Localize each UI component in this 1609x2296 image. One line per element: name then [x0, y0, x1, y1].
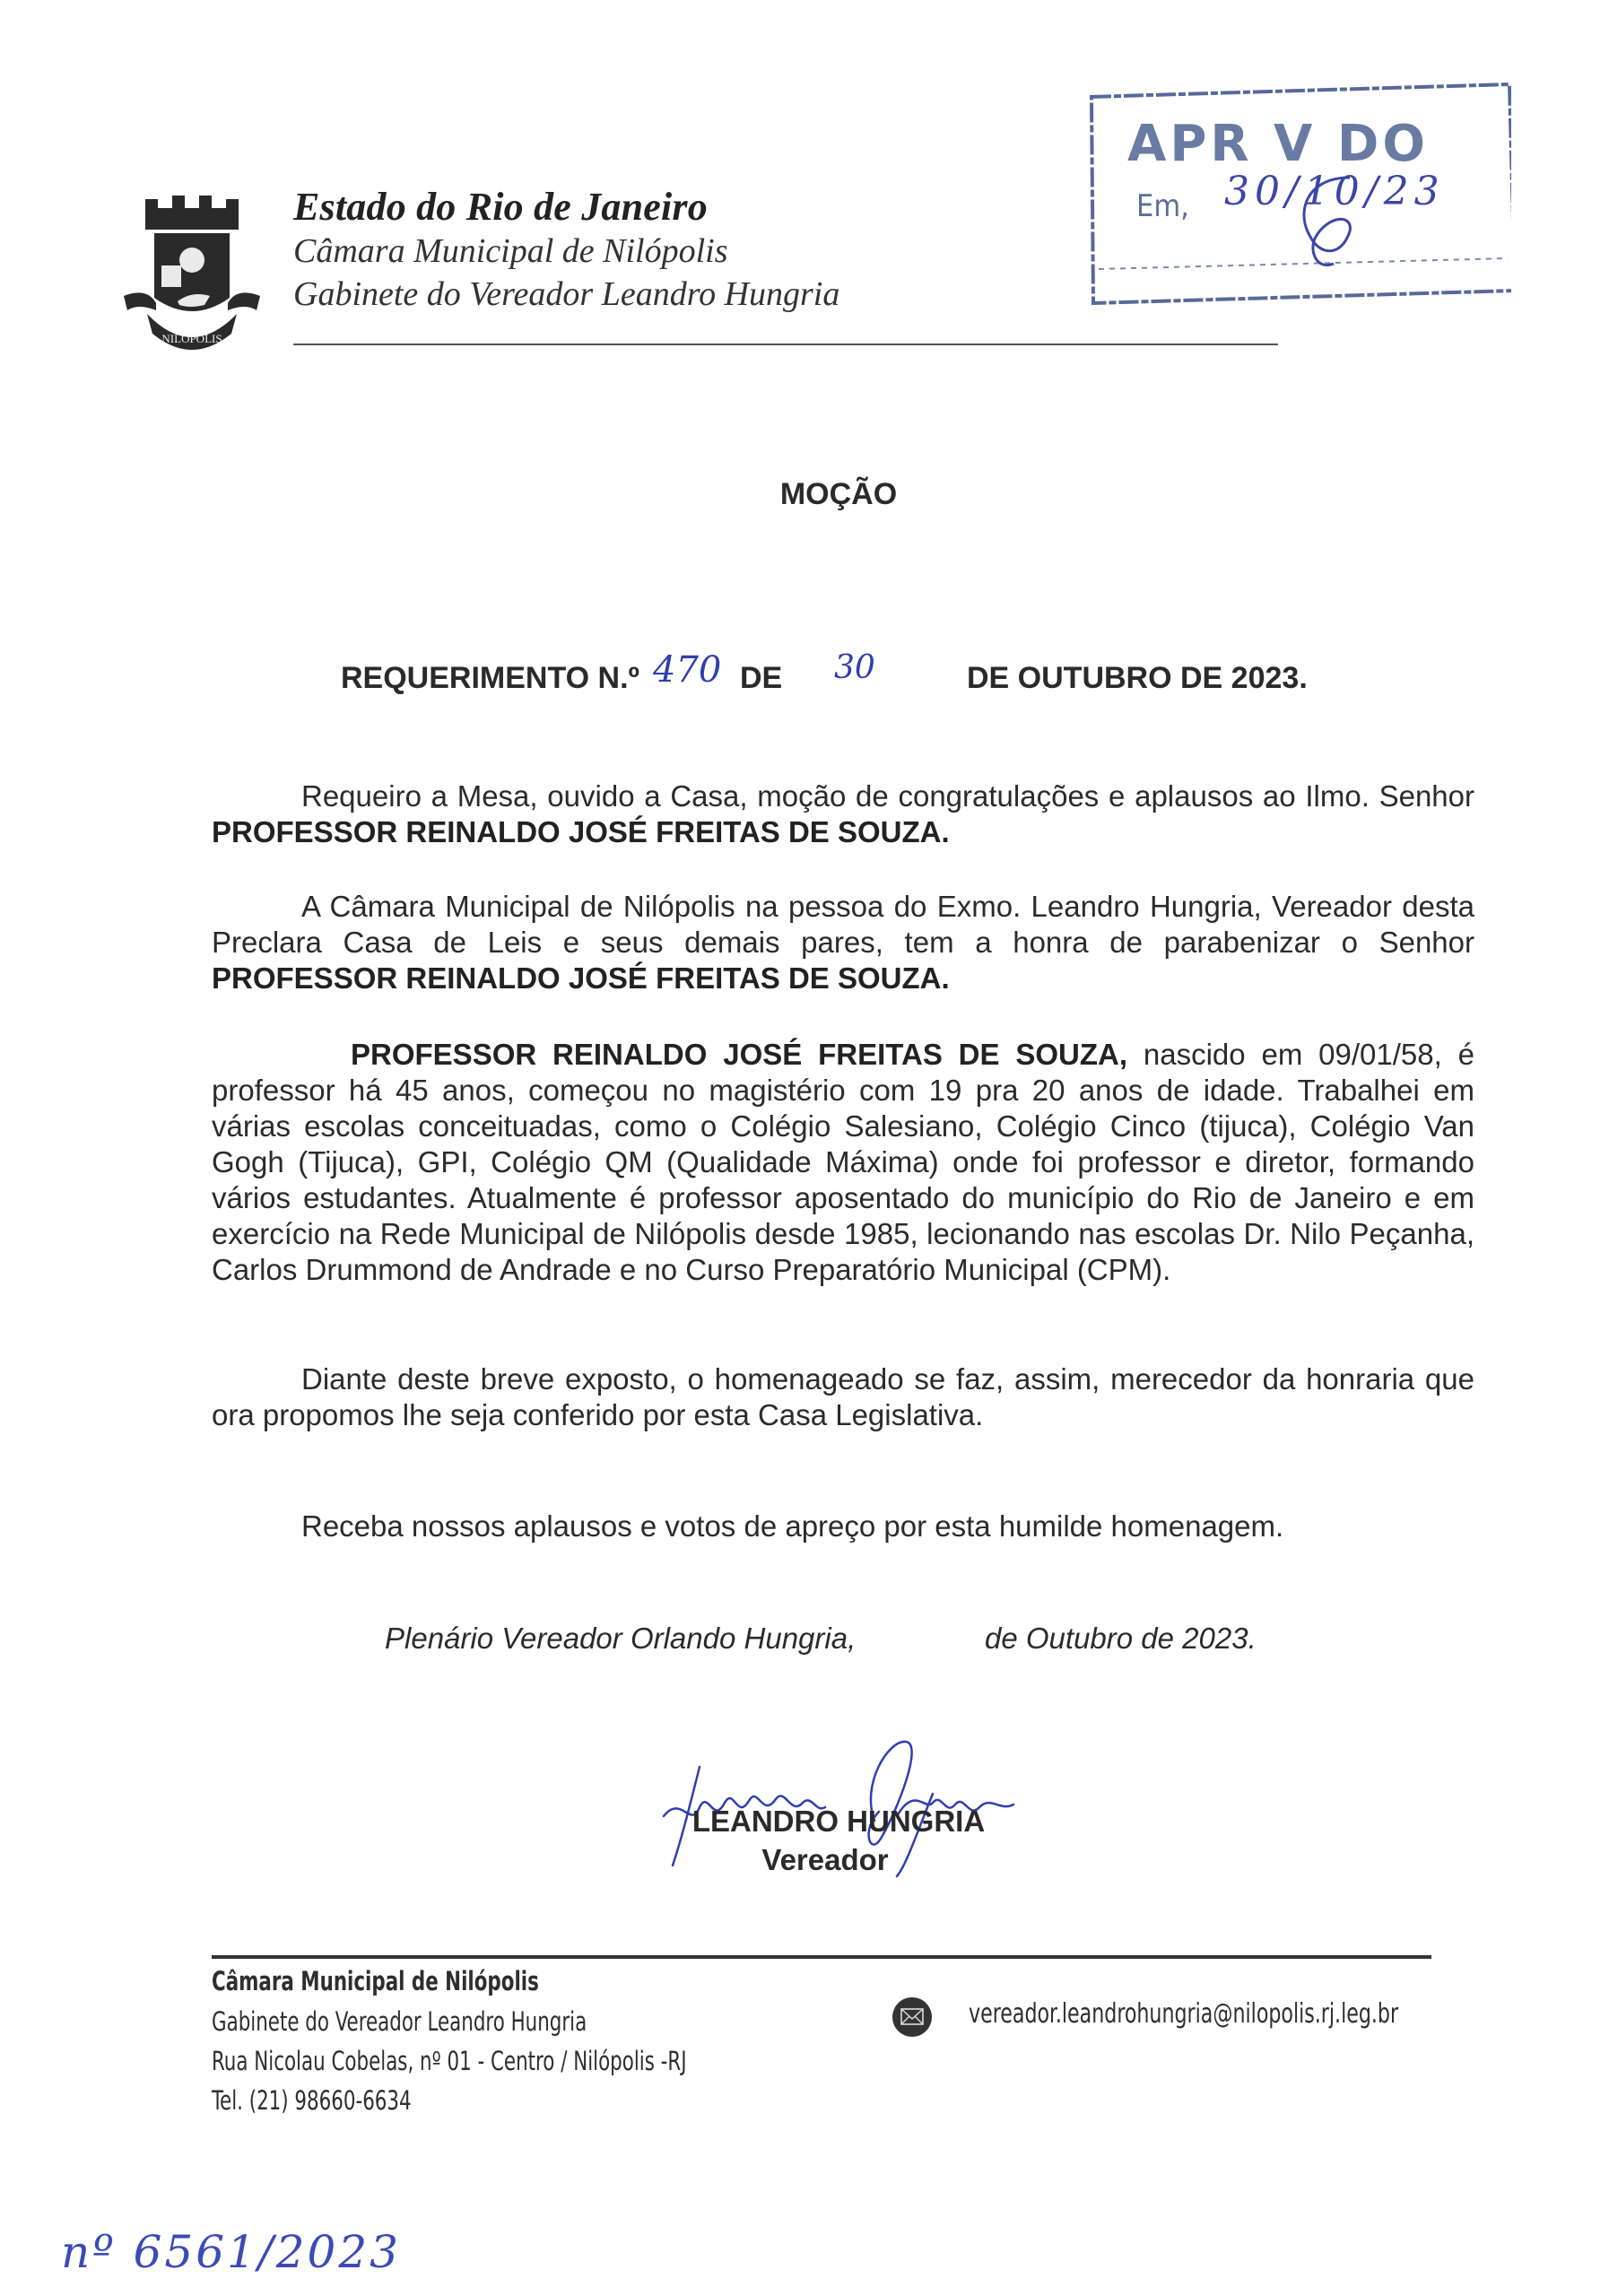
footer-org: Câmara Municipal de Nilópolis — [212, 1966, 539, 1996]
stamp-status: APR V DO — [1127, 115, 1429, 173]
envelope-icon — [891, 1996, 933, 2038]
footer-office: Gabinete do Vereador Leandro Hungria — [212, 2006, 587, 2037]
honoree-name: PROFESSOR REINALDO JOSÉ FREITAS DE SOUZA, — [351, 1038, 1128, 1071]
paragraph-request — [212, 778, 1474, 850]
paragraph-congratulation — [212, 889, 1474, 996]
footer-address: Rua Nicolau Cobelas, nº 01 - Centro / Nilópolis -RJ — [212, 2046, 687, 2076]
signer-name: LEANDRO HUNGRIA — [691, 1805, 986, 1838]
paragraph-text: nascido em 09/01/58, é professor há 45 anos, começou no magistério com 19 pra 20 anos de idade. Trabalhei em várias escolas conceituadas, como o Colégio Salesiano, Colégio Cinco (tijuca), Colégio Van Gogh (Tijuca), GPI, Colégio QM (Qualidade Máxima) onde foi professor e diretor, formando vários estudantes. Atualmente é professor aposentado do município do Rio de Janeiro e em exercício na Rede Municipal de Nilópolis desde 1985, lecionando nas escolas Dr. Nilo Peçanha, Carlos Drummond de Andrade e no Curso Preparatório Municipal (CPM). — [212, 1038, 1474, 1286]
paragraph-text: A Câmara Municipal de Nilópolis na pessoa do Exmo. Leandro Hungria, Vereador desta Preclara Casa de Leis e seus demais pares, tem a honra de parabenizar o Senhor — [212, 890, 1474, 959]
approval-stamp — [1081, 79, 1511, 312]
footer-divider — [212, 1955, 1431, 1959]
paragraph-biography — [212, 1037, 1474, 1288]
requirement-label: REQUERIMENTO N.º — [341, 661, 639, 695]
svg-text:NILOPOLIS: NILOPOLIS — [161, 332, 222, 345]
requirement-month-year: DE OUTUBRO DE 2023. — [967, 661, 1308, 695]
requirement-day-handwritten: 30 — [834, 649, 875, 686]
header-chamber: Câmara Municipal de Nilópolis — [293, 232, 728, 270]
honoree-name: PROFESSOR REINALDO JOSÉ FREITAS DE SOUZA. — [212, 815, 950, 848]
paragraph-text: Diante deste breve exposto, o homenageado se faz, assim, merecedor da honraria que ora propomos lhe seja conferido por esta Casa Legislativa. — [212, 1362, 1474, 1431]
stamp-date: 30/10/23 — [1224, 169, 1445, 214]
stamp-date-prefix: Em, — [1136, 188, 1189, 224]
document-title: MOÇÃO — [779, 477, 898, 511]
protocol-handwritten: nº 6561/2023 — [61, 2226, 401, 2278]
requirement-de: DE — [740, 661, 783, 695]
place-date: de Outubro de 2023. — [985, 1622, 1257, 1655]
footer-phone: Tel. (21) 98660-6634 — [212, 2085, 412, 2116]
paragraph-conclusion — [212, 1361, 1474, 1433]
paragraph-text: Requeiro a Mesa, ouvido a Casa, moção de congratulações e aplausos ao Ilmo. Senhor — [301, 779, 1474, 813]
paragraph-closing: Receba nossos aplausos e votos de apreço por esta humilde homenagem. — [301, 1509, 1284, 1543]
header-office: Gabinete do Vereador Leandro Hungria — [293, 275, 840, 313]
header-divider — [293, 344, 1278, 345]
footer-email[interactable]: vereador.leandrohungria@nilopolis.rj.leg.br — [969, 1998, 1399, 2030]
honoree-name: PROFESSOR REINALDO JOSÉ FREITAS DE SOUZA. — [212, 961, 950, 995]
signer-role: Vereador — [761, 1843, 889, 1876]
place-line: Plenário Vereador Orlando Hungria, — [385, 1622, 857, 1655]
requirement-number-handwritten: 470 — [653, 649, 722, 691]
coat-of-arms-logo — [120, 190, 264, 352]
header-state: Estado do Rio de Janeiro — [293, 185, 708, 229]
